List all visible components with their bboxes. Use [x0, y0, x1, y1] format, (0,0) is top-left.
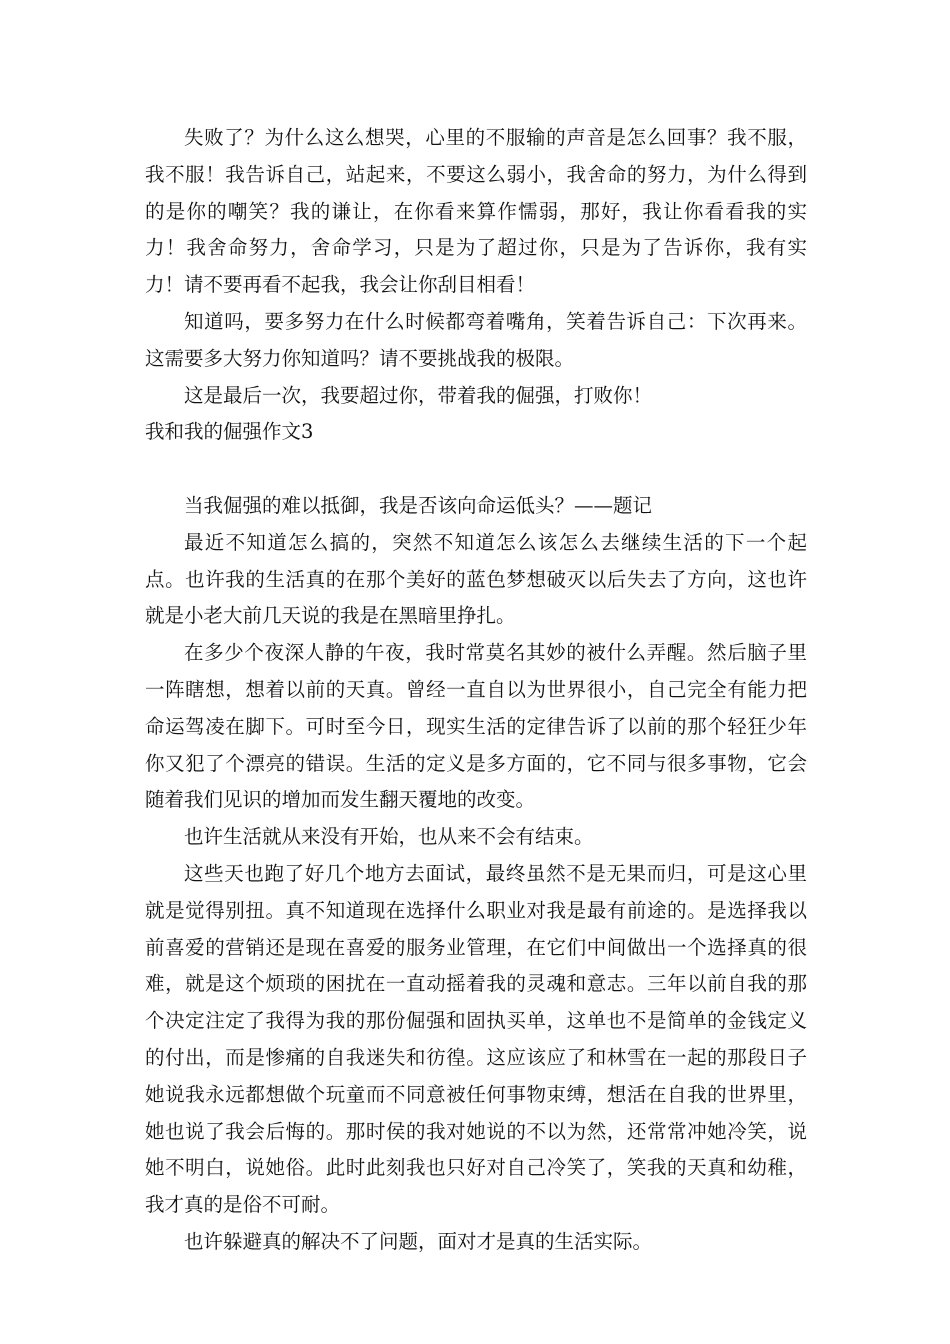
section-heading: 我和我的倔强作文3	[145, 420, 314, 444]
paragraph: 知道吗，要多努力在什么时候都弯着嘴角，笑着告诉自己：下次再来。这需要多大努力你知道吗？请不要挑战我的极限。	[145, 309, 807, 370]
paragraph: 失败了？为什么这么想哭，心里的不服输的声音是怎么回事？我不服，我不服！我告诉自己，站起来，不要这么弱小，我舍命的努力，为什么得到的是你的嘲笑？我的谦让，在你看来算作懦弱，那好，我让你看看我的实力！我舍命努力，舍命学习，只是为了超过你，只是为了告诉你，我有实力！请不要再看不起我，我会让你刮目相看！	[145, 126, 807, 297]
paragraph: 这些天也跑了好几个地方去面试，最终虽然不是无果而归，可是这心里就是觉得别扭。真不知道现在选择什么职业对我是最有前途的。是选择我以前喜爱的营销还是现在喜爱的服务业管理，在它们中间做出一个选择真的很难，就是这个烦琐的困扰在一直动摇着我的灵魂和意志。三年以前自我的那个决定注定了我得为我的那份倔强和固执买单，这单也不是简单的金钱定义的付出，而是惨痛的自我迷失和彷徨。这应该应了和林雪在一起的那段日子她说我永远都想做个玩童而不同意被任何事物束缚，想活在自我的世界里，她也说了我会后悔的。那时侯的我对她说的不以为然，还常常冲她冷笑，说她不明白，说她俗。此时此刻我也只好对自己冷笑了，笑我的天真和幼稚，我才真的是俗不可耐。	[145, 861, 807, 1217]
paragraph: 在多少个夜深人静的午夜，我时常莫名其妙的被什么弄醒。然后脑子里一阵瞎想，想着以前的天真。曾经一直自以为世界很小，自己完全有能力把命运驾凌在脚下。可时至今日，现实生活的定律告诉了以前的那个轻狂少年你又犯了个漂亮的错误。生活的定义是多方面的，它不同与很多事物，它会随着我们见识的增加而发生翻天覆地的改变。	[145, 641, 807, 812]
blank-line	[145, 451, 807, 488]
document-page	[145, 120, 807, 1261]
paragraph: 最近不知道怎么搞的，突然不知道怎么该怎么去继续生活的下一个起点。也许我的生活真的在那个美好的蓝色梦想破灭以后失去了方向，这也许就是小老大前几天说的我是在黑暗里挣扎。	[145, 530, 807, 628]
paragraph: 也许躲避真的解决不了问题，面对才是真的生活实际。	[184, 1229, 653, 1253]
paragraph: 这是最后一次，我要超过你，带着我的倔强，打败你！	[184, 383, 653, 407]
epigraph: 当我倔强的难以抵御，我是否该向命运低头？——题记	[184, 493, 653, 517]
paragraph: 也许生活就从来没有开始，也从来不会有结束。	[184, 825, 594, 849]
